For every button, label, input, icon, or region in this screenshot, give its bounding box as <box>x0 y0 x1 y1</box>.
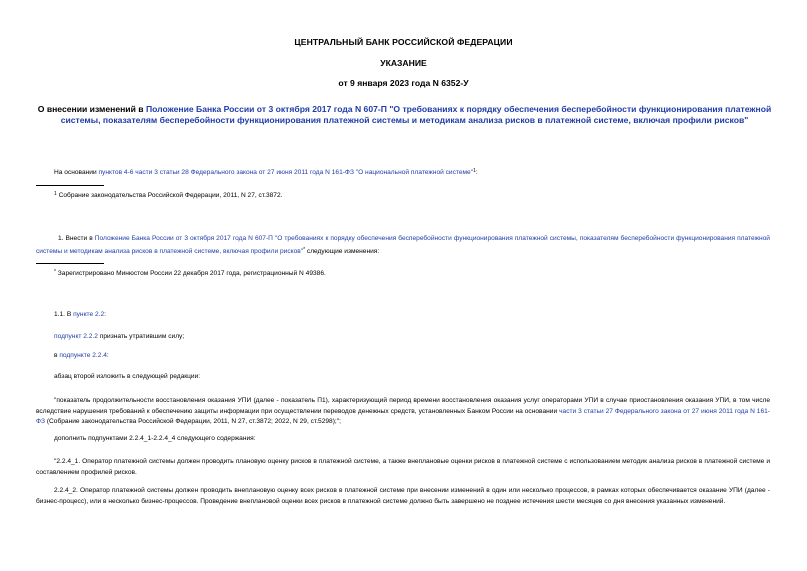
subitem-1-1-prefix: 1.1. В <box>54 311 74 318</box>
subpoint-2-2-2-link[interactable]: подпункт 2.2.2 <box>54 333 98 340</box>
legal-basis-paragraph <box>54 166 774 179</box>
footnote-1-mark: 1 <box>54 191 57 197</box>
item-1-suffix: следующие изменения: <box>305 247 380 255</box>
quoted-subpoint-2-2-4-1: "2.2.4_1. Оператор платежной системы должен проводить плановую оценку рисков в платежной системе, а также внеплановые оценки рисков в платежной системе с использованием методик анализа рисков в платежной системе и составлением профилей рисков. <box>36 458 770 476</box>
footnote-divider-2 <box>36 263 104 264</box>
title-prefix: О внесении изменений в <box>37 104 146 114</box>
footnote-divider <box>36 185 104 186</box>
quote-1-text: "показатель продолжительности восстановления оказания УПИ (далее - показатель П1), характеризующий период времени восстановления оказания услуг операторами УПИ в случае приостановления оказания УПИ, в том числе вследствие нарушения требований к обеспечению защиты информации при осуществлении переводов денежных средств, установленных Банком России на основании <box>36 397 770 415</box>
subitem-1-1-suffix: : <box>104 311 106 318</box>
subitem-2-2-4-prefix: в <box>54 352 60 359</box>
item-1-regulation-link[interactable]: Положение Банка России от 3 октября 2017 года N 607-П "О требованиях к порядку обеспечения бесперебойности функционирования платежной системы, показателям бесперебойности функционирования платежной системы и методикам анализа рисков в платежной системе, включая профили рисков" <box>36 235 770 255</box>
basis-suffix: : <box>475 169 478 176</box>
quoted-subpoint-2-2-4-2: 2.2.4_2. Оператор платежной системы должен проводить внеплановую оценку всех рисков в платежной системе при внесении изменений в один или несколько процессов, в рамках которых обеспечивается оказание УПИ (далее - бизнес-процесс), или в несколько бизнес-процессов. Проведение внеплановой оценки всех рисков в платежной системе должно быть завершено не позднее истечения шести месяцев со дня внесения указанных изменений. <box>36 487 770 505</box>
point-2-2-link[interactable]: пункте 2.2 <box>73 311 105 318</box>
subpoint-2-2-4-link[interactable]: подпункте 2.2.4 <box>59 352 107 359</box>
subitem-2-2-4-suffix: : <box>106 352 109 359</box>
footnote-2-text: Зарегистрировано Минюстом России 22 декабря 2017 года, регистрационный N 49386. <box>57 270 326 277</box>
subitem-1-1 <box>54 310 774 321</box>
subitem-2-2-4 <box>54 351 774 362</box>
basis-prefix: На основании <box>54 169 99 176</box>
quoted-indicator-p1 <box>36 396 770 428</box>
add-subpoints-instruction: дополнить подпунктами 2.2.4_1-2.2.4_4 следующего содержания: <box>54 435 256 442</box>
footnote-2-mark: * <box>54 269 56 275</box>
footnote-2 <box>54 267 774 280</box>
paragraph-two-instruction: абзац второй изложить в следующей редакции: <box>54 373 201 380</box>
issuing-organization: ЦЕНТРАЛЬНЫЙ БАНК РОССИЙСКОЙ ФЕДЕРАЦИИ <box>294 37 513 47</box>
subitem-2-2-2-suffix: признать утратившим силу; <box>97 333 185 340</box>
footnote-1 <box>54 189 774 202</box>
basis-law-link[interactable]: пунктов 4-6 части 3 статьи 28 Федерального закона от 27 июня 2011 года N 161-ФЗ "О национальной платежной системе" <box>98 169 474 176</box>
item-1-footnote-mark[interactable]: * <box>303 246 306 253</box>
federal-law-article-27-link[interactable]: части 3 статьи 27 Федерального закона от 27 июня 2011 года N 161-ФЗ <box>36 407 771 426</box>
item-1-prefix: 1. Внести в <box>58 235 95 242</box>
subitem-2-2-2-repeal <box>54 332 774 343</box>
document-date-number: от 9 января 2023 года N 6352-У <box>338 78 469 88</box>
item-1-paragraph <box>36 234 770 257</box>
quote-1-suffix: (Собрание законодательства Российской Федерации, 2011, N 27, ст.3872; 2022, N 29, ст.5298);"; <box>45 418 341 426</box>
basis-footnote-mark[interactable]: 1 <box>473 168 476 174</box>
title-regulation-link[interactable]: Положение Банка России от 3 октября 2017 года N 607-П "О требованиях к порядку обеспечения бесперебойности функционирования платежной системы, показателям бесперебойности функционирования платежной системы и методикам анализа рисков в платежной системе, включая профили рисков" <box>60 104 772 126</box>
footnote-1-text: Собрание законодательства Российской Федерации, 2011, N 27, ст.3872. <box>58 192 283 199</box>
document-title <box>36 104 773 126</box>
document-type: УКАЗАНИЕ <box>380 58 427 68</box>
